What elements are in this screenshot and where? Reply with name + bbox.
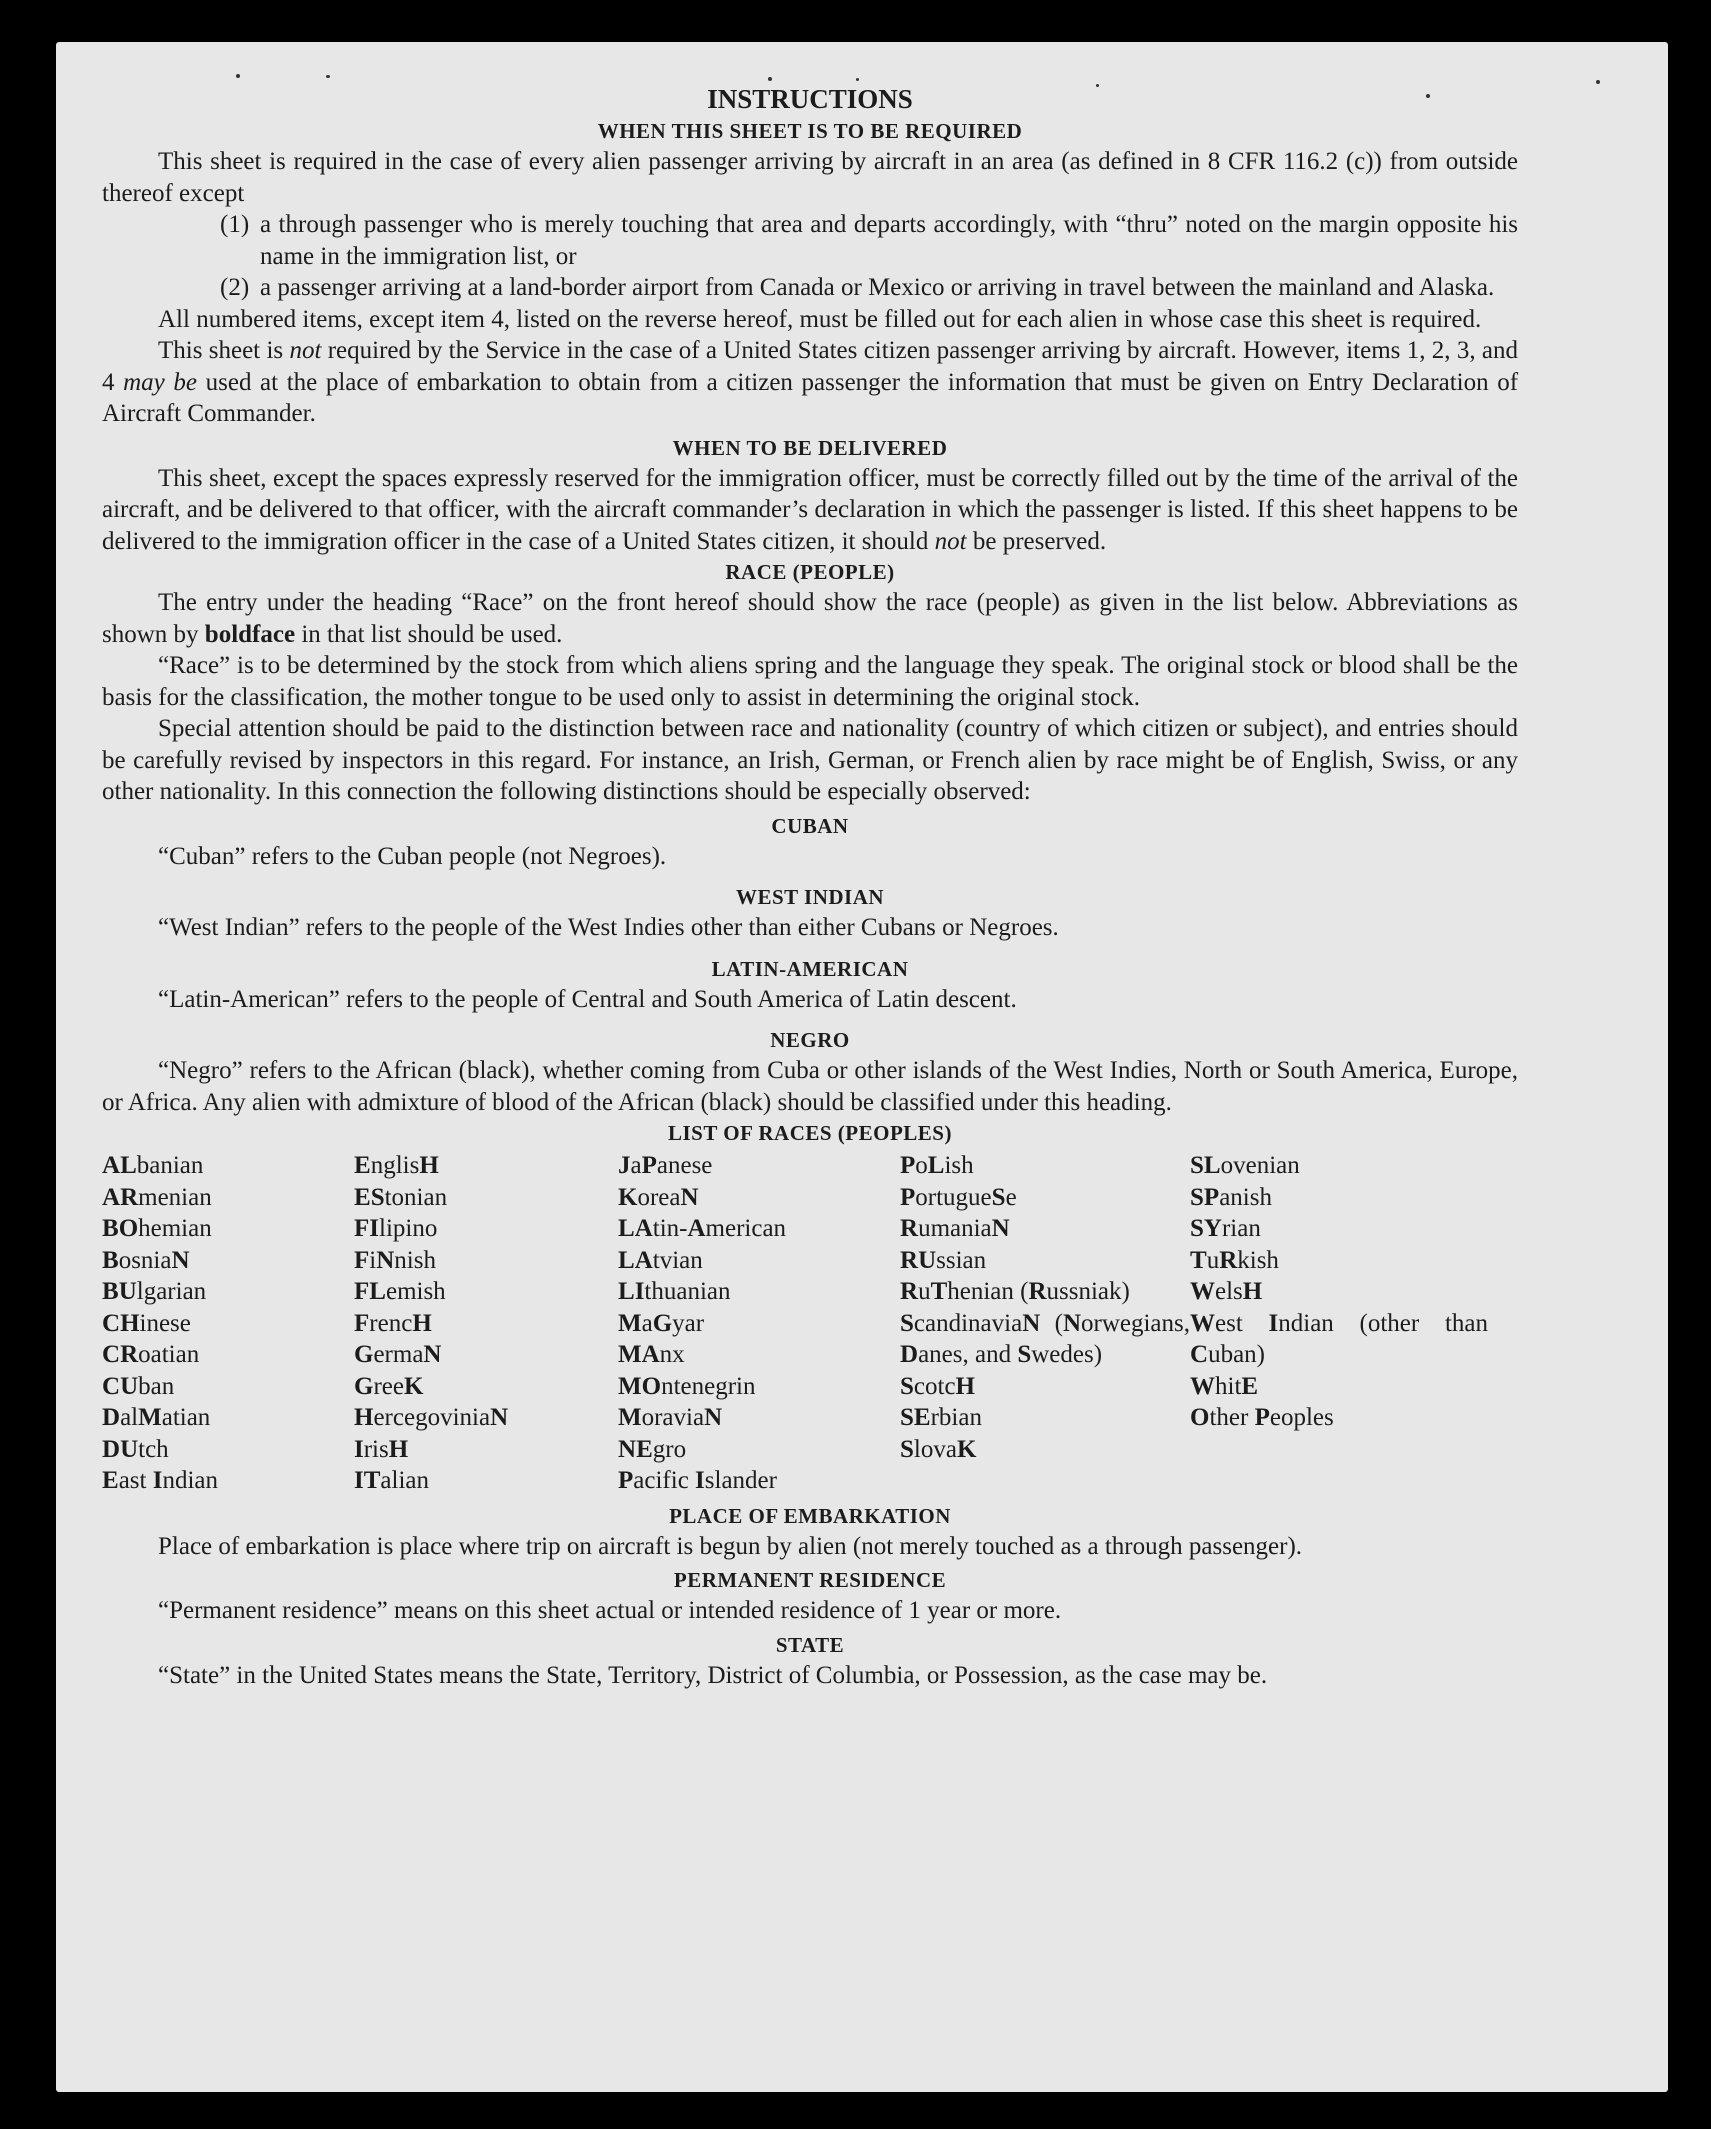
race-entry: SLovenian — [1190, 1152, 1300, 1179]
item-number: (1) — [220, 211, 250, 238]
race-entry: ScotcH — [900, 1372, 975, 1400]
race-entry: MaGyar — [618, 1309, 705, 1337]
paragraph: “Cuban” refers to the Cuban people (not Negroes). — [158, 842, 667, 870]
section-heading-delivered: WHEN TO BE DELIVERED — [672, 435, 948, 460]
race-entry: SlovaK — [900, 1435, 977, 1463]
race-entry: EStonian — [354, 1183, 448, 1211]
speck — [768, 77, 772, 81]
race-entry: Other Peoples — [1190, 1404, 1334, 1431]
speck — [326, 75, 330, 78]
paragraph: “West Indian” refers to the people of the West Indies other than either Cubans or Negroes. — [158, 914, 1059, 941]
section-heading-list-of-races: LIST OF RACES (PEOPLES) — [668, 1121, 952, 1145]
race-entry: MoraviaN — [618, 1404, 723, 1431]
race-entry: PoLish — [900, 1152, 974, 1179]
race-entry: BUlgarian — [102, 1278, 207, 1305]
race-entry: RUssian — [900, 1246, 987, 1274]
section-heading-state: STATE — [775, 1632, 845, 1657]
race-column — [354, 1150, 618, 1497]
race-entry: SPanish — [1190, 1183, 1272, 1211]
race-entry: EnglisH — [354, 1152, 439, 1179]
race-entry: FIlipino — [354, 1215, 438, 1242]
race-entry: SErbian — [900, 1404, 982, 1431]
race-entry: BosniaN — [102, 1246, 190, 1274]
race-entry: PortugueSe — [900, 1183, 1017, 1211]
section-heading-required: WHEN THIS SHEET IS TO BE REQUIRED — [597, 119, 1023, 143]
race-entry: BOhemian — [102, 1215, 212, 1242]
race-list — [102, 1150, 1518, 1497]
race-column — [102, 1150, 354, 1497]
paragraph: “State” in the United States means the State, Territory, District of Columbia, or Possession, as the case may be. — [158, 1661, 1268, 1689]
race-entry: MOntenegrin — [618, 1372, 756, 1400]
race-entry: WhitE — [1190, 1372, 1259, 1400]
race-entry: CUban — [102, 1372, 175, 1400]
section-heading-race: RACE (PEOPLE) — [725, 560, 895, 584]
paragraph: Special attention should be paid to the distinction between race and nationality (country of which citizen or subject), and entries should be carefully revised by inspectors in this regard. For instance, an Irish, German, or French alien by race might be of English, Swiss, or any other nationality. In this connection the following distinctions should be especially observed: — [102, 715, 1518, 805]
instructions-content — [102, 82, 1518, 1691]
race-entry: NEgro — [618, 1435, 687, 1463]
paragraph: This sheet is not required by the Service in the case of a United States citizen passenger arriving by aircraft. However, items 1, 2, 3, and 4 may be used at the place of embarkation to obtain from a citizen passenger the information that must be given on Entry Declaration of Aircraft Commander. — [102, 337, 1519, 427]
section-heading-west-indian: WEST INDIAN — [735, 885, 885, 909]
section-heading-embarkation: PLACE OF EMBARKATION — [669, 1503, 951, 1528]
race-entry: KoreaN — [618, 1183, 699, 1211]
race-entry: East Indian — [102, 1467, 218, 1494]
item-text: a through passenger who is merely touching that area and departs accordingly, with “thru” noted on the margin opposite his name in the immigration list, or — [260, 211, 1518, 270]
race-entry: FiNnish — [354, 1246, 436, 1274]
race-entry: FLemish — [354, 1278, 446, 1305]
race-entry: WelsH — [1190, 1278, 1263, 1305]
race-entry: SYrian — [1190, 1215, 1261, 1242]
race-entry: JaPanese — [618, 1152, 713, 1179]
page-title: INSTRUCTIONS — [707, 84, 913, 114]
race-entry: CRoatian — [102, 1341, 200, 1368]
exception-item — [102, 272, 1518, 304]
race-column — [1190, 1150, 1488, 1497]
item-text: a passenger arriving at a land-border airport from Canada or Mexico or arriving in travel between the mainland and Alaska. — [260, 274, 1495, 301]
race-entry: IrisH — [354, 1435, 409, 1463]
race-entry: LAtin-American — [618, 1215, 787, 1242]
race-entry: CHinese — [102, 1309, 191, 1337]
section-heading-cuban: CUBAN — [771, 813, 849, 838]
item-number: (2) — [220, 274, 250, 301]
race-entry: HercegoviniaN — [354, 1404, 509, 1431]
race-entry: FrencH — [354, 1309, 432, 1337]
race-entry: DUtch — [102, 1435, 169, 1463]
paragraph: “Negro” refers to the African (black), whether coming from Cuba or other islands of the West Indies, North or South America, Europe, or Africa. Any alien with admixture of blood of the African (black) should be classified under this heading. — [102, 1057, 1518, 1116]
paragraph: This sheet is required in the case of every alien passenger arriving by aircraft in an area (as defined in 8 CFR 116.2 (c)) from outside thereof except — [102, 148, 1518, 207]
race-entry: TuRkish — [1190, 1246, 1279, 1274]
race-entry: RuThenian (Russniak) — [900, 1278, 1130, 1305]
paragraph: “Race” is to be determined by the stock from which aliens spring and the language they speak. The original stock or blood shall be the basis for the classification, the mother tongue to be used only to assist in determining the original stock. — [102, 652, 1518, 711]
exception-item — [102, 209, 1518, 272]
race-entry: West Indian (other than Cuban) — [1190, 1309, 1488, 1368]
speck — [236, 74, 240, 78]
race-entry: LAtvian — [618, 1246, 703, 1274]
paragraph: The entry under the heading “Race” on the front hereof should show the race (people) as given in the list below. Abbreviations as shown by boldface in that list should be used. — [102, 589, 1518, 648]
race-entry: ALbanian — [102, 1152, 204, 1179]
race-entry: Pacific Islander — [618, 1467, 777, 1494]
paragraph: All numbered items, except item 4, listed on the reverse hereof, must be filled out for each alien in whose case this sheet is required. — [158, 305, 1482, 333]
race-entry: ITalian — [354, 1467, 430, 1494]
paragraph: “Latin-American” refers to the people of Central and South America of Latin descent. — [158, 985, 1017, 1013]
race-entry: DalMatian — [102, 1404, 211, 1431]
race-column — [618, 1150, 900, 1497]
paragraph: Place of embarkation is place where trip on aircraft is begun by alien (not merely touched as a through passenger). — [158, 1532, 1303, 1560]
race-column — [900, 1150, 1190, 1497]
race-entry: ScandinaviaN (Norwegians, Danes, and Swedes) — [900, 1309, 1190, 1368]
race-entry: ARmenian — [102, 1183, 212, 1211]
speck — [1596, 80, 1600, 84]
paragraph: “Permanent residence” means on this sheet actual or intended residence of 1 year or more. — [158, 1597, 1062, 1624]
section-heading-permanent-residence: PERMANENT RESIDENCE — [673, 1568, 947, 1592]
race-entry: LIthuanian — [618, 1278, 731, 1305]
race-entry: GermaN — [354, 1341, 442, 1368]
paragraph: This sheet, except the spaces expressly reserved for the immigration officer, must be correctly filled out by the time of the arrival of the aircraft, and be delivered to that officer, with the aircraft commander’s declaration in which the passenger is listed. If this sheet happens to be delivered to the immigration officer in the case of a United States citizen, it should not be preserved. — [102, 464, 1518, 555]
section-heading-negro: NEGRO — [770, 1028, 850, 1052]
speck — [856, 78, 859, 81]
race-entry: RumaniaN — [900, 1215, 1010, 1242]
race-entry: GreeK — [354, 1372, 424, 1400]
race-entry: MAnx — [618, 1341, 685, 1368]
section-heading-latin-american: LATIN-AMERICAN — [711, 956, 909, 981]
